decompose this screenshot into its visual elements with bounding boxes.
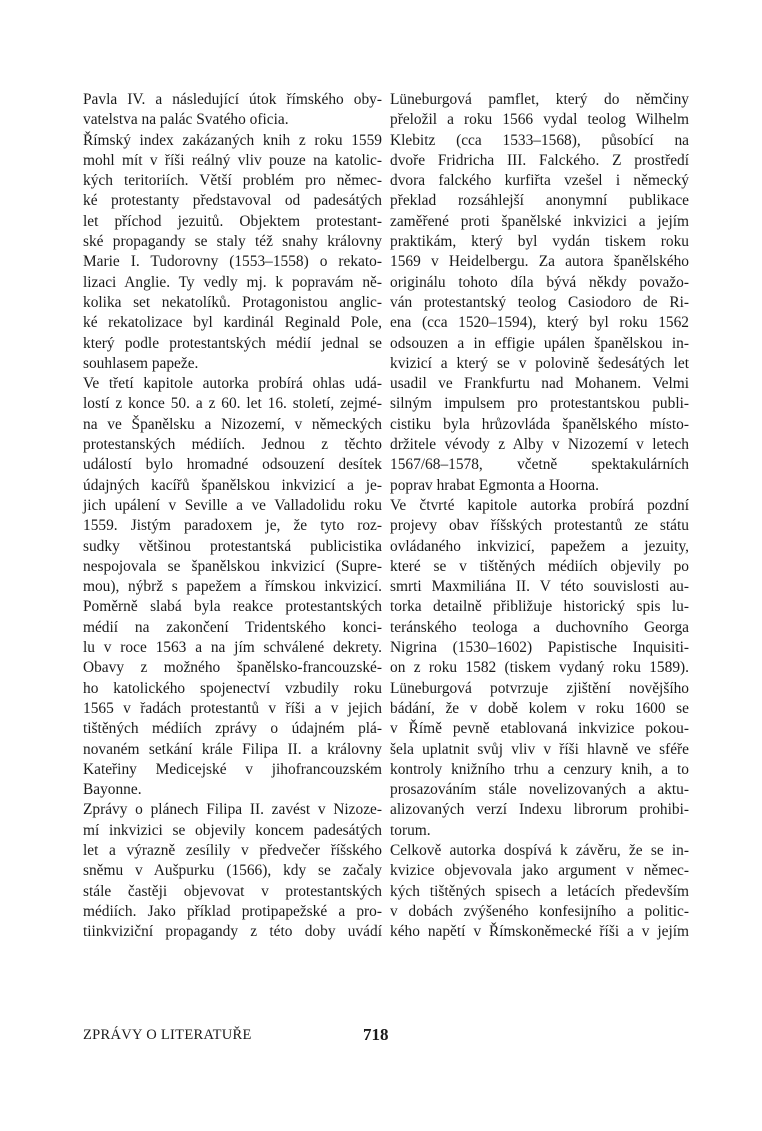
text-line: médiích. Jako příklad protipapežské a pro-	[83, 902, 382, 920]
text-line: údajných kacířů španělskou inkvizicí a je-	[83, 476, 382, 494]
text-line: které se v tištěných médiích objevily po	[390, 557, 689, 575]
text-line: médií na zakončení Tridentského konci-	[83, 618, 382, 636]
text-line: ké rekatolizace byl kardinál Reginald Pole,	[83, 314, 382, 332]
text-line: kolika set nekatolíků. Protagonistou anglic-	[83, 293, 382, 311]
text-line: alizovaných verzí Indexu librorum prohibi-	[390, 801, 689, 819]
left-text-column	[83, 90, 382, 942]
text-line: Nigrina (1530–1602) Papistische Inquisiti-	[390, 639, 689, 657]
text-line: Obavy z možného španělsko-francouzské-	[83, 659, 382, 677]
text-line: vatelstva na palác Svatého oficia.	[83, 111, 289, 129]
text-line: Lüneburgová potvrzuje zjištění novějšího	[390, 679, 689, 697]
text-line: dvora falckého kurfiřta vzešel i německý	[390, 172, 689, 190]
text-line: silným impulsem pro protestantskou publi-	[390, 395, 689, 413]
text-line: bádání, že v době kolem v roku 1600 se	[390, 699, 689, 717]
text-line: nespojovala se španělskou inkvizicí (Supre-	[83, 557, 382, 575]
text-line: kého napětí v Římskoněmecké říši a v jejím	[390, 923, 689, 941]
text-line: kvizice objevovala jako argument v němec-	[390, 862, 689, 880]
text-line: lizaci Anglie. Ty vedly mj. k popravám ně-	[83, 273, 382, 291]
text-line: ván protestantský teolog Casiodoro de Ri-	[390, 293, 689, 311]
text-line: překlad rozsáhlejší anonymní publikace	[390, 192, 689, 210]
text-line: Ve třetí kapitole autorka probírá ohlas udá-	[83, 375, 382, 393]
text-line: Pavla IV. a následující útok římského oby-	[83, 91, 382, 108]
text-line: stále častěji objevovat v protestantských	[83, 882, 382, 900]
text-line: ena (cca 1520–1594), který byl roku 1562	[390, 314, 689, 332]
text-line: let příchod jezuitů. Objektem protestant-	[83, 212, 382, 230]
text-line: usadil ve Frankfurtu nad Mohanem. Velmi	[390, 375, 689, 393]
text-line: originálu tohoto díla bývá někdy považo-	[390, 273, 689, 291]
text-line: 1567/68–1578, včetně spektakulárních	[390, 456, 689, 474]
text-line: mohl mít v říši reálný vliv pouze na katolic-	[83, 151, 382, 169]
text-line: poprav hrabat Egmonta a Hoorna.	[390, 476, 599, 494]
text-line: kvizicí a který se v polovině šedesátých let	[390, 354, 689, 372]
text-line: Lüneburgová pamflet, který do němčiny	[390, 91, 689, 108]
text-line: zaměřené proti španělské inkvizici a jejím	[390, 212, 689, 230]
text-line: lostí z konce 50. a z 60. let 16. století, zejmé-	[83, 395, 382, 413]
text-line: souhlasem papeže.	[83, 354, 199, 372]
text-line: kých tištěných spisech a letácích především	[390, 882, 689, 900]
text-line: 1559. Jistým paradoxem je, že tyto roz-	[83, 517, 382, 535]
text-line: odsouzen a in effigie upálen španělskou in-	[390, 334, 689, 352]
page-number: 718	[363, 1025, 389, 1044]
text-line: Marie I. Tudorovny (1553–1558) o rekato-	[83, 253, 382, 271]
text-line: tiinkviziční propagandy z této doby uvádí	[83, 923, 382, 941]
text-line: šela uplatnit svůj vliv v říši hlavně ve sféře	[390, 740, 689, 758]
text-line: mou), nýbrž s papežem a římskou inkvizicí.	[83, 578, 382, 596]
text-line: projevy obav říšských protestantů ze státu	[390, 517, 689, 535]
text-line: ké protestanty představoval od padesátých	[83, 192, 382, 210]
text-line: novaném setkání krále Filipa II. a královny	[83, 740, 382, 758]
text-line: sudky většinou protestantská publicistika	[83, 537, 382, 555]
text-line: Poměrně slabá byla reakce protestantských	[83, 598, 382, 616]
text-line: 1565 v řadách protestantů v říši a v jejich	[83, 699, 382, 717]
text-line: Celkově autorka dospívá k závěru, že se in-	[390, 841, 689, 859]
text-line: jich upálení v Seville a ve Valladolidu roku	[83, 496, 382, 514]
text-line: dvoře Fridricha III. Falckého. Z prostředí	[390, 151, 689, 169]
text-line: teránského teologa a duchovního Georga	[390, 618, 689, 636]
text-line: cistiku byla hrůzovláda španělského místo-	[390, 415, 689, 433]
text-line: Bayonne.	[83, 781, 142, 799]
text-line: let a výrazně zesílily v předvečer říšského	[83, 841, 382, 859]
text-line: ovládaného inkvizicí, papežem a jezuity,	[390, 537, 689, 555]
text-line: Zprávy o plánech Filipa II. zavést v Nizoze-	[83, 801, 382, 819]
right-text-column	[390, 90, 689, 942]
text-line: mí inkvizici se objevily koncem padesátých	[83, 821, 382, 839]
text-line: Římský index zakázaných knih z roku 1559	[83, 131, 382, 149]
text-line: smrti Maxmiliána II. V této souvislosti au-	[390, 578, 689, 596]
text-line: torum.	[390, 821, 431, 839]
text-line: kontroly knižního trhu a cenzury knih, a to	[390, 760, 689, 778]
text-line: Kateřiny Medicejské v jihofrancouzském	[83, 760, 382, 778]
text-line: událostí bylo hromadné odsouzení desítek	[83, 456, 382, 474]
text-line: 1569 v Heidelbergu. Za autora španělského	[390, 253, 689, 271]
text-line: tištěných médiích zprávy o údajném plá-	[83, 720, 382, 738]
text-line: kých teritoriích. Větší problém pro němec-	[83, 172, 382, 190]
text-line: na ve Španělsku a Nizozemí, v německých	[83, 415, 382, 433]
text-line: držitele vévody z Alby v Nizozemí v letech	[390, 436, 689, 454]
text-line: sněmu v Aušpurku (1566), kdy se začaly	[83, 862, 382, 880]
text-line: torka detailně přibližuje historický spis lu-	[390, 598, 689, 616]
text-line: Klebitz (cca 1533–1568), působící na	[390, 131, 689, 149]
text-line: on z roku 1582 (tiskem vydaný roku 1589).	[390, 659, 689, 677]
text-line: ské propagandy se staly též snahy královny	[83, 233, 382, 251]
text-line: lu v roce 1563 a na jím schválené dekrety.	[83, 639, 382, 657]
text-line: v Římě pevně etablovaná inkvizice pokou-	[390, 720, 689, 738]
text-line: prosazováním stále novelizovaných a aktu-	[390, 781, 689, 799]
text-line: ho katolického spojenectví vzbudily roku	[83, 679, 382, 697]
text-line: protestanských médiích. Jednou z těchto	[83, 436, 382, 454]
journal-section-title: ZPRÁVY O LITERATUŘE	[83, 1027, 252, 1043]
text-line: přeložil a roku 1566 vydal teolog Wilhelm	[390, 111, 689, 129]
text-line: v dobách zvýšeného konfesijního a politic-	[390, 902, 689, 920]
text-line: praktikám, který byl vydán tiskem roku	[390, 233, 689, 251]
text-line: který podle protestantských médií jednal se	[83, 334, 382, 352]
text-line: Ve čtvrté kapitole autorka probírá pozdní	[390, 496, 689, 514]
